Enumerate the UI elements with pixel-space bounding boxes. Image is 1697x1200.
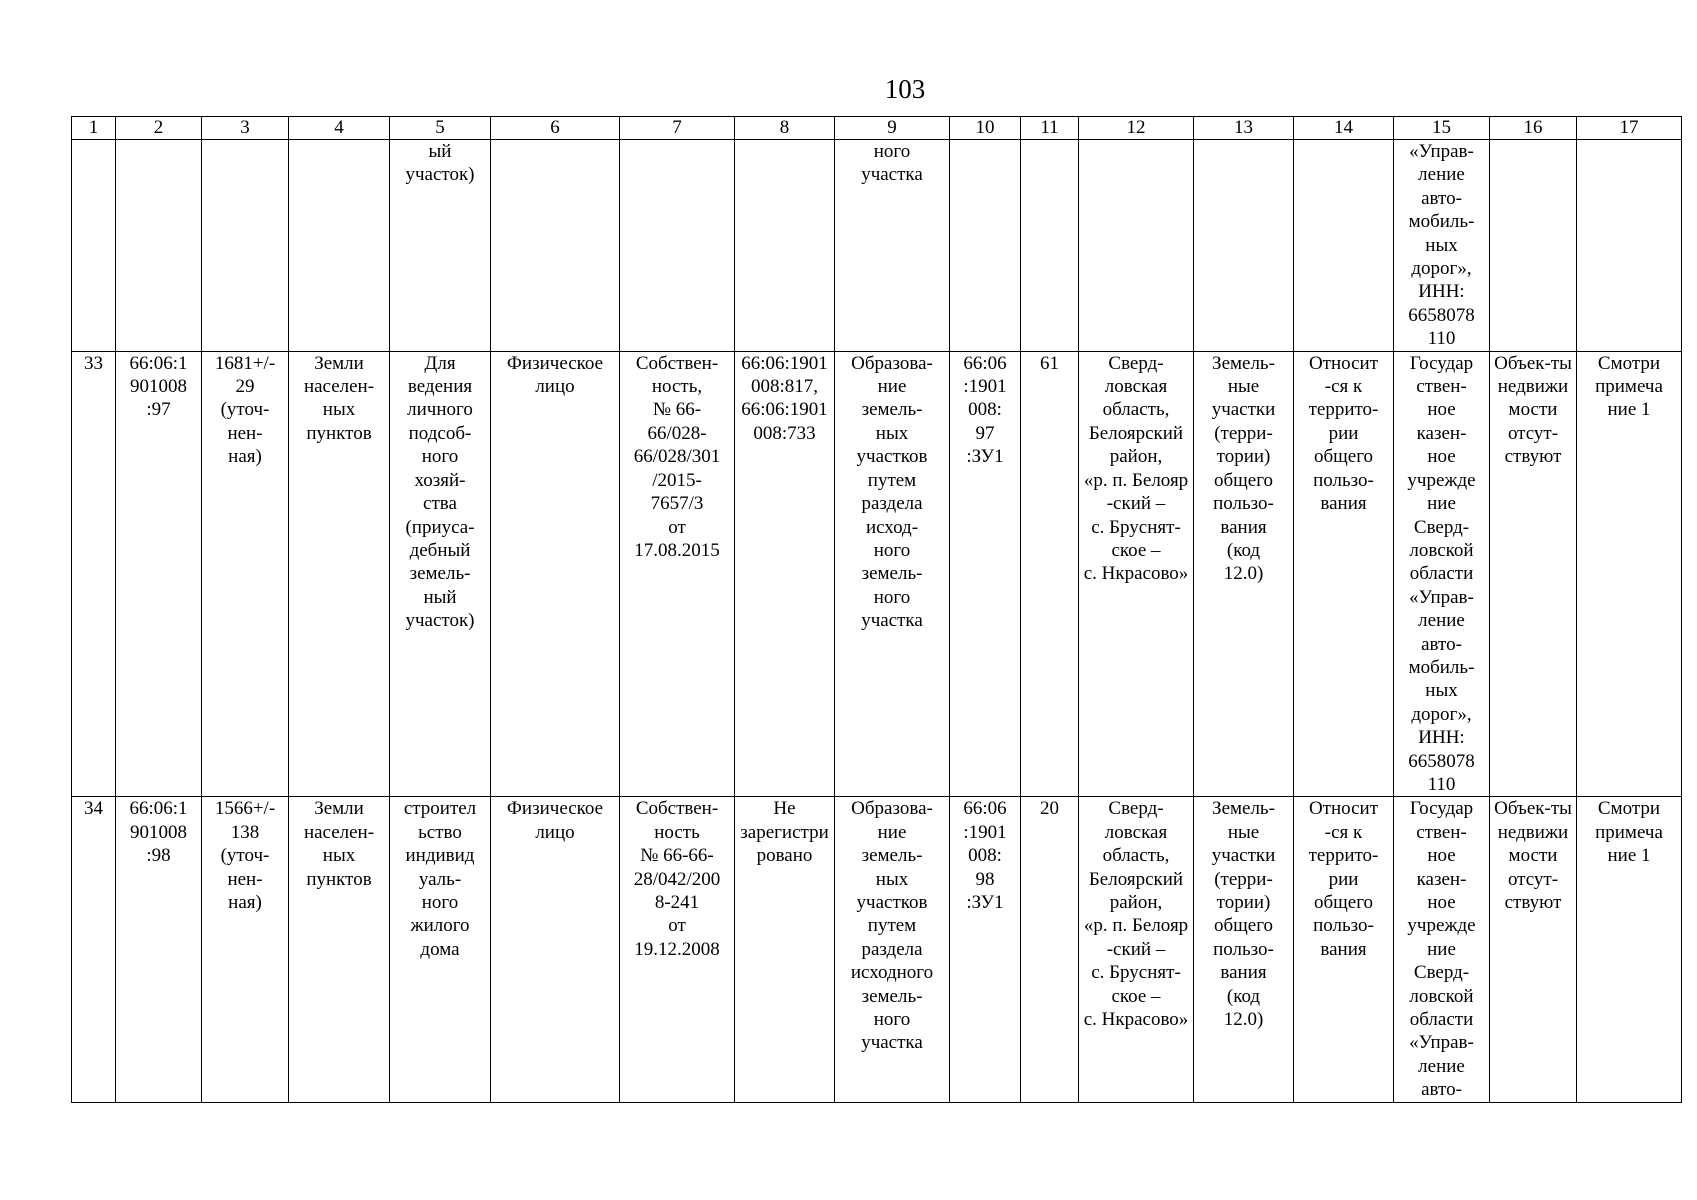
table-cell: [491, 140, 620, 352]
row-number-cell: 33: [72, 351, 116, 797]
table-cell: [1577, 140, 1682, 352]
table-cell: [202, 140, 289, 352]
cadastral-number-cell: 66:06:1 901008 :98: [116, 797, 202, 1102]
right-holder-cell: Физическое лицо: [491, 797, 620, 1102]
note-cell: Смотри примеча ние 1: [1577, 351, 1682, 797]
table-cell: [950, 140, 1021, 352]
table-cell: [1294, 140, 1394, 352]
table-cell: [1490, 140, 1577, 352]
real-estate-objects-cell: Объек-ты недвижи мости отсут- ствуют: [1490, 797, 1577, 1102]
table-cell: [72, 140, 116, 352]
area-cell: 1566+/- 138 (уточ- нен- ная): [202, 797, 289, 1102]
table-cell: [1079, 140, 1194, 352]
new-permitted-use-cell: Земель- ные участки (терри- тории) общего пользо- вания (код 12.0): [1194, 797, 1294, 1102]
table-row-33: [72, 351, 1682, 797]
column-number-cell: 9: [835, 117, 950, 140]
right-holder-cell: Физическое лицо: [491, 351, 620, 797]
column-number-cell: 14: [1294, 117, 1394, 140]
area-cell: 1681+/- 29 (уточ- нен- ная): [202, 351, 289, 797]
territory-type-cell: Относит -ся к террито- рии общего пользо- вания: [1294, 797, 1394, 1102]
address-cell: Сверд- ловская область, Белоярский район, «р. п. Белояр -ский – с. Бруснят- ское – с. Нкрасово»: [1079, 797, 1194, 1102]
table-row-34: [72, 797, 1682, 1102]
column-number-cell: 11: [1021, 117, 1079, 140]
column-number-cell: 13: [1194, 117, 1294, 140]
column-number-cell: 8: [735, 117, 835, 140]
table-cell: «Управ- ление авто- мобиль- ных дорог», ИНН: 6658078 110: [1394, 140, 1490, 352]
column-number-cell: 17: [1577, 117, 1682, 140]
new-right-holder-cell: Государ ствен- ное казен- ное учрежде ние Сверд- ловской области «Управ- ление авто- мобиль- ных дорог», ИНН: 6658078 110: [1394, 351, 1490, 797]
table-cell: [116, 140, 202, 352]
column-number-cell: 1: [72, 117, 116, 140]
permitted-use-cell: строител ьство индивид уаль- ного жилого дома: [390, 797, 491, 1102]
table-cell: [1021, 140, 1079, 352]
table-cell: [620, 140, 735, 352]
new-plot-area-cell: 20: [1021, 797, 1079, 1102]
column-number-cell: 10: [950, 117, 1021, 140]
column-number-cell: 2: [116, 117, 202, 140]
table-row-continued: [72, 140, 1682, 352]
note-cell: Смотри примеча ние 1: [1577, 797, 1682, 1102]
new-plot-number-cell: 66:06 :1901 008: 98 :ЗУ1: [950, 797, 1021, 1102]
row-number-cell: 34: [72, 797, 116, 1102]
new-plot-area-cell: 61: [1021, 351, 1079, 797]
encumbrance-cell: Не зарегистри ровано: [735, 797, 835, 1102]
encumbrance-cell: 66:06:1901 008:817, 66:06:1901 008:733: [735, 351, 835, 797]
table-cell: [1194, 140, 1294, 352]
permitted-use-cell: Для ведения личного подсоб- ного хозяй- ства (приуса- дебный земель- ный участок): [390, 351, 491, 797]
column-number-cell: 16: [1490, 117, 1577, 140]
column-number-cell: 5: [390, 117, 491, 140]
table-cell: [289, 140, 390, 352]
cadastral-number-cell: 66:06:1 901008 :97: [116, 351, 202, 797]
land-category-cell: Земли населен- ных пунктов: [289, 797, 390, 1102]
column-number-cell: 3: [202, 117, 289, 140]
table-cell: [735, 140, 835, 352]
new-permitted-use-cell: Земель- ные участки (терри- тории) общего пользо- вания (код 12.0): [1194, 351, 1294, 797]
territory-type-cell: Относит -ся к террито- рии общего пользо- вания: [1294, 351, 1394, 797]
column-number-row: [72, 117, 1682, 140]
column-number-cell: 7: [620, 117, 735, 140]
column-number-cell: 4: [289, 117, 390, 140]
formation-method-cell: Образова- ние земель- ных участков путем раздела исходного земель- ного участка: [835, 797, 950, 1102]
column-number-cell: 6: [491, 117, 620, 140]
new-plot-number-cell: 66:06 :1901 008: 97 :ЗУ1: [950, 351, 1021, 797]
formation-method-cell: Образова- ние земель- ных участков путем раздела исход- ного земель- ного участка: [835, 351, 950, 797]
table-cell: ый участок): [390, 140, 491, 352]
new-right-holder-cell: Государ ствен- ное казен- ное учрежде ние Сверд- ловской области «Управ- ление авто-: [1394, 797, 1490, 1102]
right-registration-cell: Собствен- ность, № 66- 66/028- 66/028/301 /2015- 7657/3 от 17.08.2015: [620, 351, 735, 797]
table-cell: ного участка: [835, 140, 950, 352]
real-estate-objects-cell: Объек-ты недвижи мости отсут- ствуют: [1490, 351, 1577, 797]
land-plot-register-table: [71, 116, 1682, 1103]
column-number-cell: 12: [1079, 117, 1194, 140]
column-number-cell: 15: [1394, 117, 1490, 140]
land-category-cell: Земли населен- ных пунктов: [289, 351, 390, 797]
page-number: 103: [884, 74, 926, 104]
right-registration-cell: Собствен- ность № 66-66- 28/042/200 8-241 от 19.12.2008: [620, 797, 735, 1102]
address-cell: Сверд- ловская область, Белоярский район, «р. п. Белояр -ский – с. Бруснят- ское – с. Нкрасово»: [1079, 351, 1194, 797]
